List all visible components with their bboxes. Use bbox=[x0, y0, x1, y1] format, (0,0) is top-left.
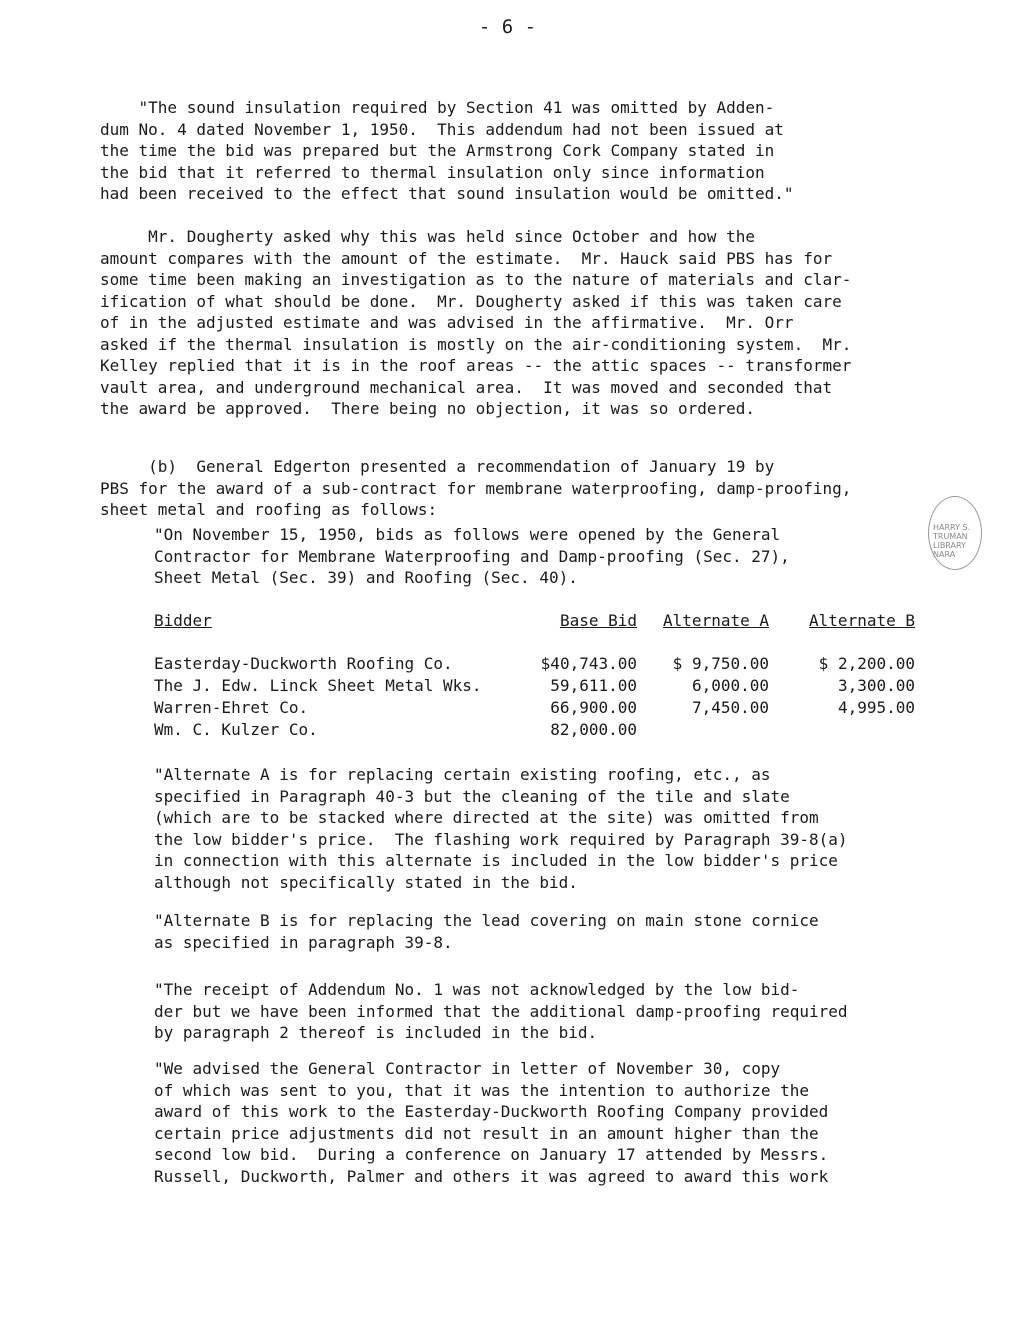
table-row-alternate-b: 4,995.00 bbox=[837, 698, 915, 717]
bid-table-header-alternate-a: Alternate A bbox=[663, 611, 769, 630]
table-row-alternate-a: 7,450.00 bbox=[691, 698, 769, 717]
table-row-base-bid: 59,611.00 bbox=[550, 676, 637, 695]
page-number: - 6 - bbox=[478, 16, 537, 38]
paragraph-edgerton-recommendation: (b) General Edgerton presented a recommendation of January 19 by PBS for the award of a sub-contract for membrane waterproofing, damp-proofing, sheet metal and roofing as follows: bbox=[100, 457, 852, 519]
table-row-bidder: Easterday-Duckworth Roofing Co. bbox=[154, 654, 453, 673]
library-stamp bbox=[928, 496, 982, 570]
table-row-bidder: Warren-Ehret Co. bbox=[154, 698, 309, 717]
paragraph-bids-opened-quote: "On November 15, 1950, bids as follows were opened by the General Contractor for Membrane Waterproofing and Damp-proofing (Sec. 27), Sheet Metal (Sec. 39) and Roofing (Sec. 40). bbox=[154, 525, 790, 587]
table-row-alternate-b: $ 2,200.00 bbox=[818, 654, 915, 673]
table-row-base-bid: 82,000.00 bbox=[550, 720, 637, 739]
bid-table-header-alternate-b: Alternate B bbox=[809, 611, 915, 630]
table-row-alternate-b: 3,300.00 bbox=[837, 676, 915, 695]
bid-table-header-bidder: Bidder bbox=[154, 611, 212, 630]
table-row-bidder: Wm. C. Kulzer Co. bbox=[154, 720, 318, 739]
paragraph-sound-insulation-quote: "The sound insulation required by Section 41 was omitted by Adden- dum No. 4 dated November 1, 1950. This addendum had not been issued at the time the bid was prepared but the Armstrong Cork Company stated in the bid that it referred to thermal insulation only since information had been received to the effect that sound insulation would be omitted." bbox=[100, 98, 794, 203]
paragraph-addendum-receipt: "The receipt of Addendum No. 1 was not acknowledged by the low bid- der but we have been informed that the additional damp-proofing required by paragraph 2 thereof is included in the bid. bbox=[154, 980, 848, 1042]
table-row-alternate-a: $ 9,750.00 bbox=[672, 654, 769, 673]
table-row-bidder: The J. Edw. Linck Sheet Metal Wks. bbox=[154, 676, 482, 695]
paragraph-alternate-a: "Alternate A is for replacing certain existing roofing, etc., as specified in Paragraph 40-3 but the cleaning of the tile and slate (which are to be stacked where directed at the site) was omitted from the low bidder's price. The flashing work required by Paragraph 39-8(a) in connection with this alternate is included in the low bidder's price although not specifically stated in the bid. bbox=[154, 765, 848, 892]
table-row-alternate-a: 6,000.00 bbox=[691, 676, 769, 695]
paragraph-dougherty-discussion: Mr. Dougherty asked why this was held since October and how the amount compares with the amount of the estimate. Mr. Hauck said PBS has for some time been making an investigation as to the nature of materials and clar- ification of what should be done. Mr. Dougherty asked if this was taken care of in the adjusted estimate and was advised in the affirmative. Mr. Orr asked if the thermal insulation is mostly on the air-conditioning system. Mr. Kelley replied that it is in the roof areas -- the attic spaces -- transformer vault area, and underground mechanical area. It was moved and seconded that the award be approved. There being no objection, it was so ordered. bbox=[100, 227, 852, 418]
paragraph-alternate-b: "Alternate B is for replacing the lead covering on main stone cornice as specified in paragraph 39-8. bbox=[154, 911, 819, 952]
bid-table-header-base-bid: Base Bid bbox=[559, 611, 637, 630]
paragraph-general-contractor-letter: "We advised the General Contractor in letter of November 30, copy of which was sent to you, that it was the intention to authorize the award of this work to the Easterday-Duckworth Roofing Company provided certain price adjustments did not result in an amount higher than the second low bid. During a conference on January 17 attended by Messrs. Russell, Duckworth, Palmer and others it was agreed to award this work bbox=[154, 1059, 829, 1186]
table-row-base-bid: 66,900.00 bbox=[550, 698, 637, 717]
table-row-base-bid: $40,743.00 bbox=[540, 654, 637, 673]
library-stamp-text: HARRY S. TRUMAN LIBRARY NARA bbox=[933, 523, 971, 559]
